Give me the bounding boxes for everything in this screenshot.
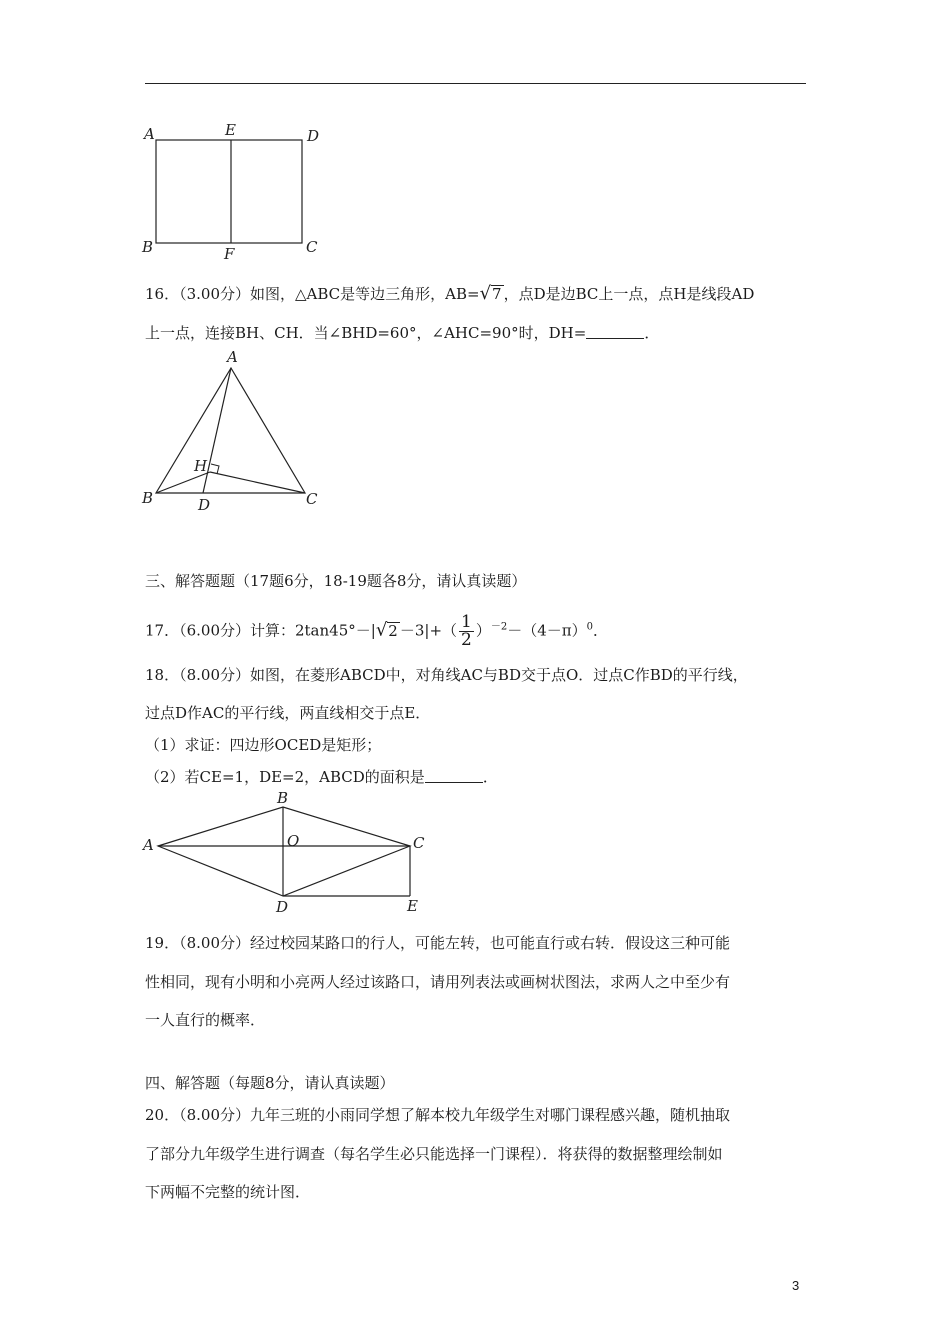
q16-text-b: ，点D是边BC上一点，点H是线段AD [503,285,755,303]
q20-line2: 了部分九年级学生进行调查（每名学生必只能选择一门课程）．将获得的数据整理绘制如 [145,1145,723,1163]
section3-heading: 三、解答题题（17题6分，18-19题各8分，请认真读题） [145,572,527,590]
segment-ch [210,472,305,493]
label-c: C [306,238,318,256]
q18-part2-text: （2）若CE=1，DE=2，ABCD的面积是 [145,768,425,786]
q16-line1 [145,284,754,304]
q18-line2: 过点D作AC的平行线，两直线相交于点E． [145,704,431,722]
q20-line3: 下两幅不完整的统计图． [145,1183,311,1201]
q16-radicand: 7 [492,285,502,303]
q19-line1: 19．（8.00分）经过校园某路口的行人，可能左转，也可能直行或右转．假设这三种可能 [145,934,730,952]
q17-end: ． [593,621,609,640]
label-a: A [143,836,154,854]
q16-text-d: ． [644,324,660,342]
q18-answer-blank[interactable] [425,768,483,783]
q16-text-c: 上一点，连接BH、CH．当∠BHD=60°，∠AHC=90°时，DH= [145,324,587,342]
rect-abcd [156,140,302,243]
q16-text-a: 16．（3.00分）如图，△ABC是等边三角形，AB= [145,285,480,303]
label-b: B [142,238,154,256]
q16-line2 [145,323,659,343]
fraction-denominator: 2 [461,630,472,650]
triangle-abc [156,368,305,493]
label-c: C [413,834,425,852]
fraction-numerator: 1 [461,612,472,632]
q19-line3: 一人直行的概率． [145,1011,266,1029]
label-e: E [407,897,418,915]
segment-bh [156,472,210,493]
q17-exponent-zero: 0 [586,621,594,633]
q18-line1: 18．（8.00分）如图，在菱形ABCD中，对角线AC与BD交于点O．过点C作BD的平行线， [145,666,748,684]
q17-after-rad: －3|+（ [399,621,458,640]
label-c: C [306,490,318,508]
q17-fraction [459,614,474,649]
q17-radicand: 2 [388,621,398,640]
radical-sign: √ [479,283,492,304]
radical-sign: √ [375,619,388,641]
q18-part1: （1）求证：四边形OCED是矩形； [145,736,382,754]
q19-line2: 性相同，现有小明和小亮两人经过该路口，请用列表法或画树状图法，求两人之中至少有 [145,973,731,991]
q18-part2 [145,767,498,787]
q17-line [145,614,608,649]
label-o: O [287,832,300,850]
rhombus-abcd [158,807,410,896]
header-rule [145,83,806,84]
q17-exponent: －2 [490,621,508,633]
q16-answer-blank[interactable] [586,324,644,339]
q20-line1: 20．（8.00分）九年三班的小雨同学想了解本校九年级学生对哪门课程感兴趣，随机抽取 [145,1106,730,1124]
label-f: F [224,245,235,263]
figure-rhombus [140,790,440,920]
q17-prefix: 17．（6.00分）计算：2tan45°－| [145,621,376,640]
page-number: 3 [792,1278,800,1293]
label-b: B [277,789,289,807]
label-d: D [276,898,289,916]
label-d: D [198,496,211,514]
label-d: D [307,127,320,145]
segment-ad [203,368,231,493]
q18-part2-end: ． [482,768,498,786]
label-a: A [227,348,238,366]
label-h: H [194,457,208,475]
figure-triangle [140,348,330,518]
q17-after-frac: ） [475,621,491,640]
label-b: B [142,489,154,507]
label-e: E [225,121,236,139]
section4-heading: 四、解答题（每题8分，请认真读题） [145,1074,395,1092]
figure-rectangle [140,118,340,268]
q17-tail: －（4－π） [507,621,587,640]
label-a: A [144,125,155,143]
